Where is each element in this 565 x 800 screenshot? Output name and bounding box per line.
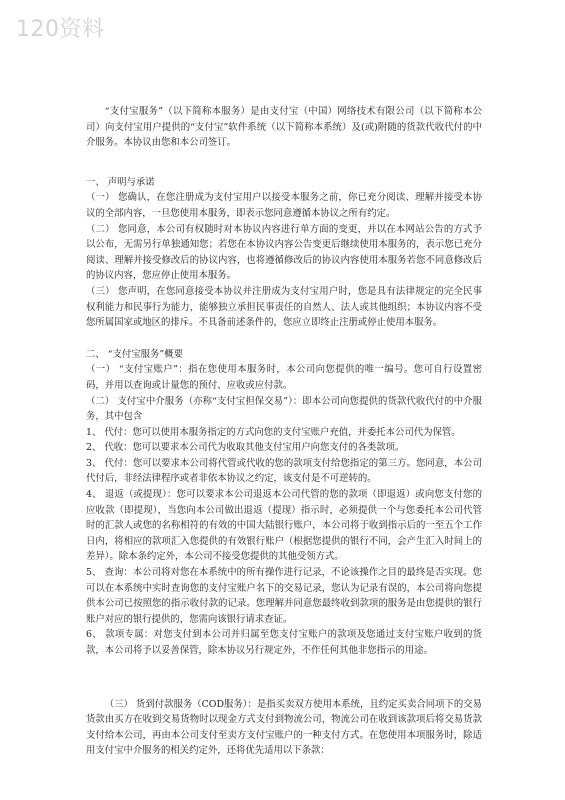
section-1-item: （三） 您声明，在您同意接受本协议并注册成为支付宝用户时，您是具有法律规定的完全民事权利能力和民事行为能力，能够独立承担民事责任的自然人、法人或其他组织；本协议内容不受您所属国家或地区的排斥。不具备前述条件的，您应立即终止注册或停止使用本服务。 bbox=[86, 285, 482, 329]
section-1-item: （一） 您确认，在您注册成为支付宝用户以接受本服务之前，你已充分阅读、理解并接受本协议的全部内容，一旦您使用本服务，即表示您同意遵循本协议之所有约定。 bbox=[86, 192, 482, 219]
section-2-item: （一） “支付宝账户”：指在您使用本服务时，本公司向您提供的唯一编号。您可自行设置密码，并用以查询或计量您的预付、应收或应付款。 bbox=[86, 364, 482, 391]
intro-paragraph: “支付宝服务”（以下简称本服务）是由支付宝（中国）网络技术有限公司（以下简称本公司）向支付宝用户提供的“支付宝”软件系统（以下简称本系统）及(或)附随的货款代收代付的中介服务。本协议由您和本公司签订。 bbox=[86, 106, 482, 149]
section-3-paragraph: （三） 货到付款服务（COD服务）：是指买卖双方使用本系统，且约定买卖合同项下的交易货款由买方在收到交易货物时以现金方式支付到物流公司，物流公司在收到该款项后将交易货款支付给本公司，再由本公司支付至卖方支付宝账户的一种支付方式。在您使用本项服务时，除适用支付宝中介服务的相关约定外，还将优先适用以下条款： bbox=[86, 698, 482, 757]
section-2-item: 6、 款项专属：对您支付到本公司并归属至您支付宝账户的款项及您通过支付宝账户收到的货款，本公司将予以妥善保管，除本协议另行规定外，不作任何其他非您指示的用途。 bbox=[86, 629, 482, 656]
section-1-heading: 一、 声明与承诺 bbox=[86, 176, 155, 188]
section-2-item: 4、 退返（或提现）：您可以要求本公司退返本公司代管的您的款项（即退返）或向您支付您的应收款（即提现），当您向本公司做出退返（提现）指示时，必须提供一个与您委托本公司代管时的汇款人或您的名称相符的有效的中国大陆银行账户，本公司将于收到指示后的一至五个工作日内，将相应的款项汇入您提供的有效银行账户（根据您提供的银行不同，会产生汇入时间上的差异）。除本条约定外，本公司不接受您提供的其他受领方式。 bbox=[86, 489, 482, 563]
agreement-document bbox=[86, 104, 482, 759]
section-2-item: 3、 代付：您可以要求本公司将代管或代收的您的款项支付给您指定的第三方。您同意，本公司代付后，非经法律程序或者非依本协议之约定，该支付是不可逆转的。 bbox=[86, 457, 482, 485]
watermark-logo: 120资料 bbox=[16, 17, 105, 42]
section-2-item: 1、 代付：您可以使用本服务指定的方式向您的支付宝账户充值，并委托本公司代为保管。 bbox=[86, 426, 461, 438]
section-2-item: （二） 支付宝中介服务（亦称“支付宝担保交易”）：即本公司向您提供的货款代收代付的中介服务，其中包含 bbox=[86, 395, 482, 423]
section-2-heading: 二、 “支付宝服务”概要 bbox=[86, 348, 183, 360]
section-2-item: 5、 查询：本公司将对您在本系统中的所有操作进行记录，不论该操作之目的最终是否实现。您可以在本系统中实时查询您的支付宝账户名下的交易记录，您认为记录有误的，本公司将向您提供本公司已按照您的指示收付款的记录。您理解并同意您最终收到款项的服务是由您提供的银行账户对应的银行提供的，您需向该银行请求查证。 bbox=[86, 567, 482, 625]
section-2-item: 2、 代收：您可以要求本公司代为收取其他支付宝用户向您支付的各类款项。 bbox=[86, 442, 405, 454]
section-1-item: （二） 您同意，本公司有权随时对本协议内容进行单方面的变更，并以在本网站公告的方式予以公布，无需另行单独通知您；若您在本协议内容公告变更后继续使用本服务的，表示您已充分阅读、理解并接受修改后的协议内容，也将遵循修改后的协议内容使用本服务若您不同意修改后的协议内容，您应停止使用本服务。 bbox=[86, 223, 482, 282]
